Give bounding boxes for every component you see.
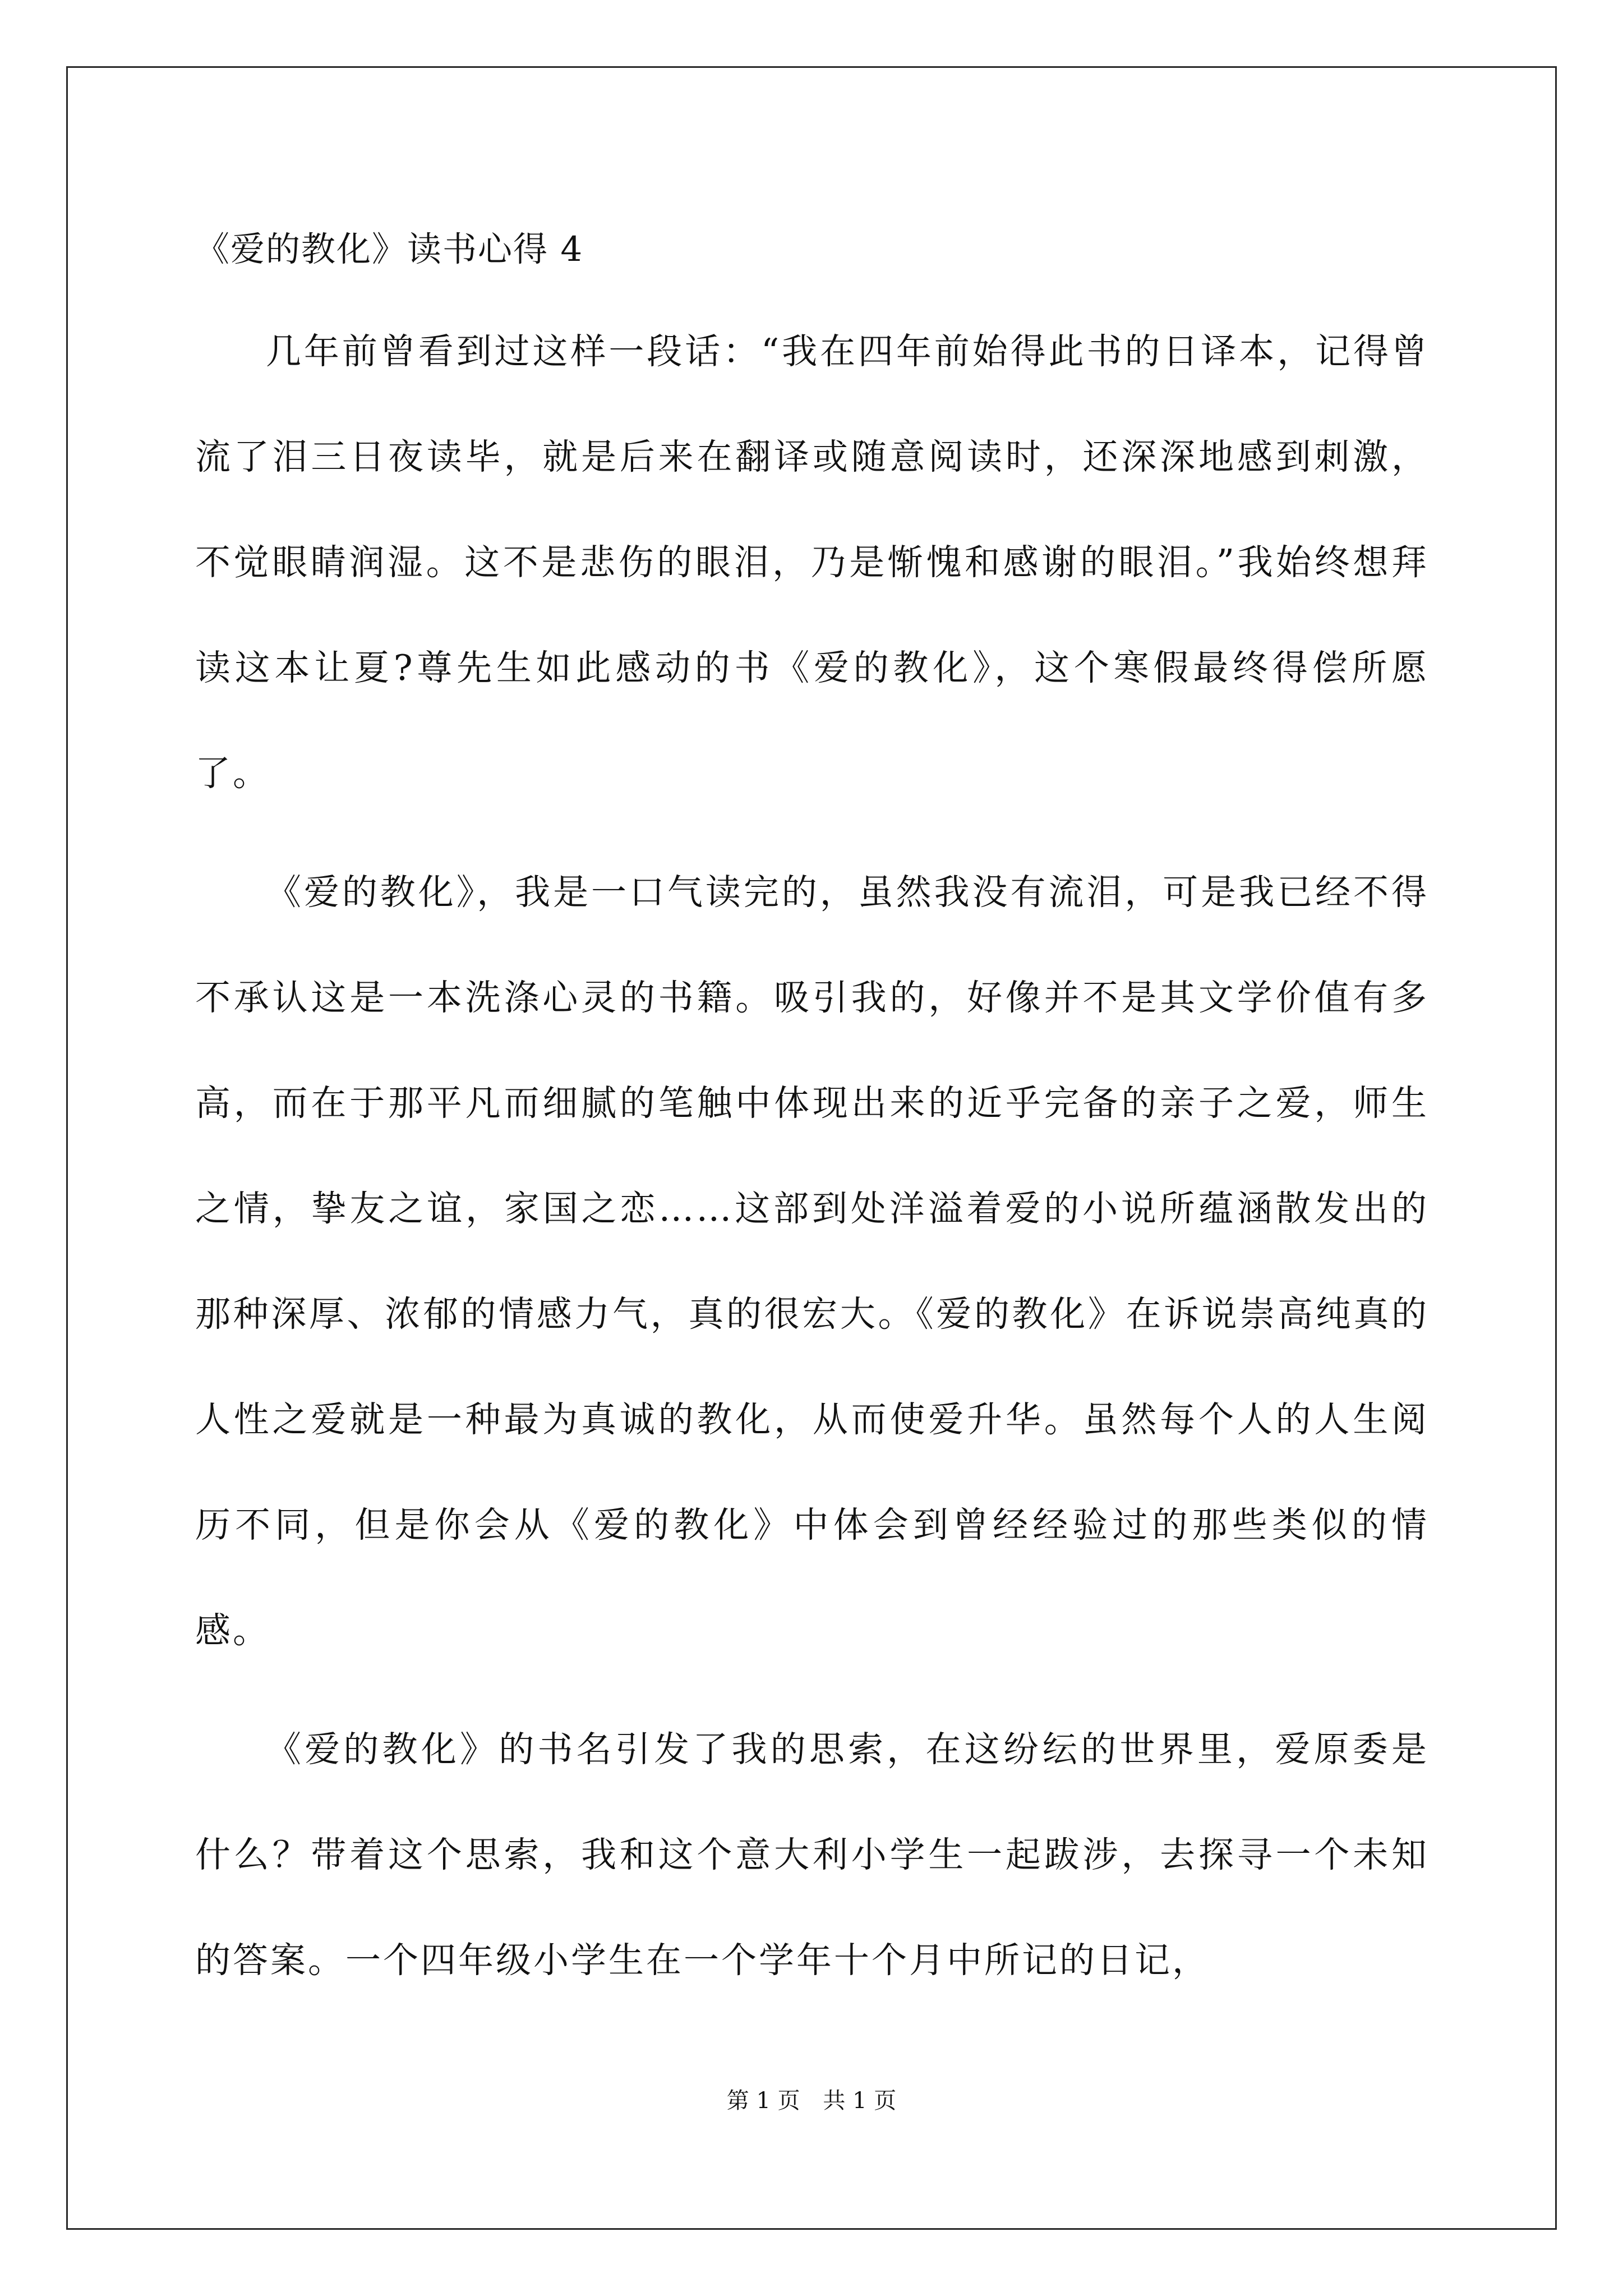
document-body bbox=[195, 216, 1429, 2013]
paragraph-3: 《爱的教化》的书名引发了我的思索，在这纷纭的世界里，爱原委是什么？带着这个思索，我和这个意大利小学生一起跋涉，去探寻一个未知的答案。一个四年级小学生在一个学年十个月中所记的日记， bbox=[195, 1729, 1429, 1981]
paragraph-2: 《爱的教化》，我是一口气读完的，虽然我没有流泪，可是我已经不得不承认这是一本洗涤心灵的书籍。吸引我的，好像并不是其文学价值有多高，而在于那平凡而细腻的笔触中体现出来的近乎完备的亲子之爱，师生之情，挚友之谊，家国之恋……这部到处洋溢着爱的小说所蕴涵散发出的那种深厚、浓郁的情感力气，真的很宏大。《爱的教化》在诉说崇高纯真的人性之爱就是一种最为真诚的教化，从而使爱升华。虽然每个人的人生阅历不同，但是你会从《爱的教化》中体会到曾经经验过的那些类似的情感。 bbox=[195, 872, 1429, 1651]
page-number: 第 1 页 bbox=[726, 2088, 800, 2114]
document-title: 《爱的教化》读书心得 4 bbox=[195, 229, 584, 269]
page-footer bbox=[0, 2087, 1623, 2115]
paragraph-1: 几年前曾看到过这样一段话：“我在四年前始得此书的日译本，记得曾流了泪三日夜读毕，就是后来在翻译或随意阅读时，还深深地感到刺激，不觉眼睛润湿。这不是悲伤的眼泪，乃是惭愧和感谢的眼泪。”我始终想拜读这本让夏?尊先生如此感动的书《爱的教化》，这个寒假最终得偿所愿了。 bbox=[195, 331, 1429, 794]
page-total: 共 1 页 bbox=[823, 2088, 897, 2114]
